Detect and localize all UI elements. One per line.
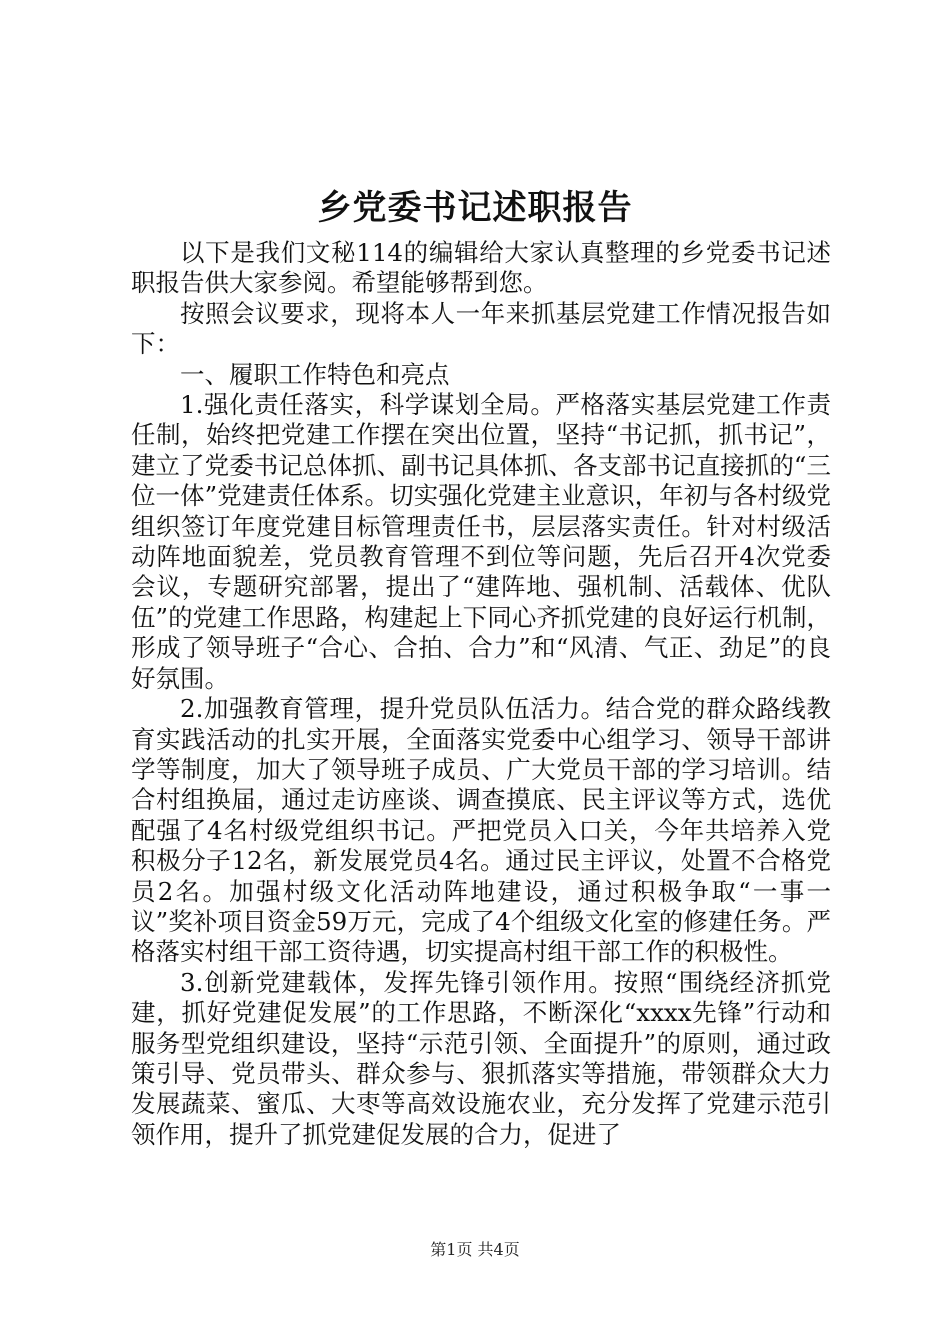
- intro-paragraph: 以下是我们文秘114的编辑给大家认真整理的乡党委书记述职报告供大家参阅。希望能够帮到您。: [131, 238, 831, 298]
- document-title: 乡党委书记述职报告: [317, 188, 633, 228]
- body-paragraph-1: 1.强化责任落实，科学谋划全局。严格落实基层党建工作责任制，始终把党建工作摆在突出位置，坚持“书记抓，抓书记”，建立了党委书记总体抓、副书记具体抓、各支部书记直接抓的“三位一体”党建责任体系。切实强化党建主业意识，年初与各村级党组织签订年度党建目标管理责任书，层层落实责任。针对村级活动阵地面貌差，党员教育管理不到位等问题，先后召开4次党委会议，专题研究部署，提出了“建阵地、强机制、活载体、优队伍”的党建工作思路，构建起上下同心齐抓党建的良好运行机制，形成了领导班子“合心、合拍、合力”和“风清、气正、劲足”的良好氛围。: [131, 390, 831, 693]
- document-body: [131, 238, 831, 1150]
- page-footer: 第1页 共4页: [430, 1240, 520, 1259]
- body-paragraph-3: 3.创新党建载体，发挥先锋引领作用。按照“围绕经济抓党建，抓好党建促发展”的工作思路，不断深化“xxxx先锋”行动和服务型党组织建设，坚持“示范引领、全面提升”的原则，通过政策引导、党员带头、群众参与、狠抓落实等措施，带领群众大力发展蔬菜、蜜瓜、大枣等高效设施农业，充分发挥了党建示范引领作用，提升了抓党建促发展的合力，促进了: [131, 967, 831, 1149]
- opening-paragraph: 按照会议要求，现将本人一年来抓基层党建工作情况报告如下：: [131, 298, 831, 359]
- body-paragraph-2: 2.加强教育管理，提升党员队伍活力。结合党的群众路线教育实践活动的扎实开展，全面落实党委中心组学习、领导干部讲学等制度，加大了领导班子成员、广大党员干部的学习培训。结合村组换届，通过走访座谈、调查摸底、民主评议等方式，选优配强了4名村级党组织书记。严把党员入口关，今年共培养入党积极分子12名，新发展党员4名。通过民主评议，处置不合格党员2名。加强村级文化活动阵地建设，通过积极争取“一事一议”奖补项目资金59万元，完成了4个组级文化室的修建任务。严格落实村组干部工资待遇，切实提高村组干部工作的积极性。: [131, 694, 831, 967]
- section-heading: 一、履职工作特色和亮点: [180, 359, 450, 389]
